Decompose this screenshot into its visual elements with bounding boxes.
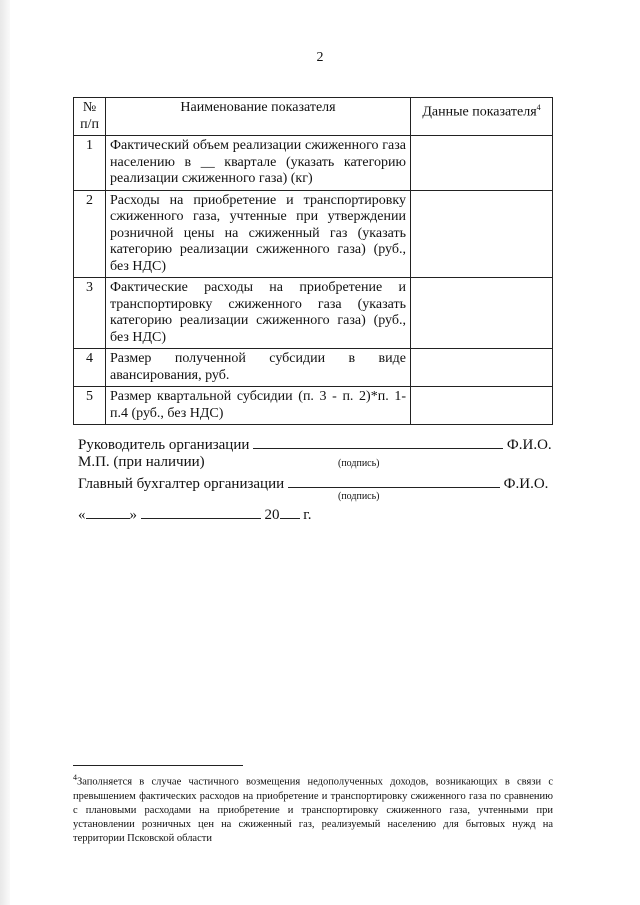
indicators-table — [73, 97, 553, 425]
table-row — [74, 136, 553, 191]
page-number: 2 — [316, 50, 324, 65]
row-name: Расходы на приобретение и транспортировку сжиженного газа, учтенные при утверждении розничной цены на сжиженный газ (указать категорию реализации сжиженного газа) (руб., без НДС) — [106, 190, 411, 278]
footnote — [73, 771, 553, 846]
header-value-label: Данные показателя — [422, 104, 537, 120]
footnote-mark: 4 — [73, 773, 77, 782]
footnote-text: Заполняется в случае частичного возмещения недополученных доходов, возникающих в связи с превышением фактических расходов на приобретение и транспортировку сжиженного газа по сравнению с плановыми расходами на приобретение и транспортировку сжиженного газа, учтенными при установлении розничных цен на сжиженный газ, реализуемый населению для бытовых нужд на территории Псковской области — [73, 776, 553, 844]
date-day-field[interactable] — [86, 505, 130, 519]
row-name: Фактические расходы на приобретение и транспортировку сжиженного газа (указать категорию реализации сжиженного газа) (руб., без НДС) — [106, 278, 411, 349]
header-num: № п/п — [74, 98, 106, 136]
head-signature-caption: (подпись) — [338, 458, 380, 469]
stamp-label: М.П. (при наличии) — [78, 454, 205, 470]
date-month-field[interactable] — [141, 505, 261, 519]
accountant-label: Главный бухгалтер организации — [78, 476, 285, 492]
row-name: Размер полученной субсидии в виде авансирования, руб. — [106, 349, 411, 387]
head-signature-field[interactable] — [253, 435, 503, 449]
row-value[interactable] — [411, 349, 553, 387]
table-row — [74, 278, 553, 349]
row-num: 1 — [74, 136, 106, 191]
stamp-line — [78, 454, 558, 471]
row-name: Размер квартальной субсидии (п. 3 - п. 2)*п. 1- п.4 (руб., без НДС) — [106, 387, 411, 425]
footnote-ref: 4 — [536, 103, 541, 112]
head-label: Руководитель организации — [78, 437, 250, 453]
row-value[interactable] — [411, 190, 553, 278]
date-year-field[interactable] — [280, 505, 300, 519]
footnote-divider — [73, 765, 243, 766]
date-close-quote: » — [129, 507, 137, 523]
row-value[interactable] — [411, 278, 553, 349]
date-line — [78, 505, 558, 524]
head-fio: Ф.И.О. — [506, 437, 552, 453]
accountant-signature-field[interactable] — [288, 474, 500, 488]
row-num: 3 — [74, 278, 106, 349]
row-num: 2 — [74, 190, 106, 278]
head-signature-line — [78, 435, 558, 454]
date-year-prefix: 20 — [264, 507, 280, 523]
row-value[interactable] — [411, 387, 553, 425]
scan-margin-edge — [0, 0, 10, 905]
row-name: Фактический объем реализации сжиженного газа населению в __ квартале (указать категорию реализации сжиженного газа) (кг) — [106, 136, 411, 191]
date-open-quote: « — [78, 507, 86, 523]
row-value[interactable] — [411, 136, 553, 191]
accountant-signature-caption: (подпись) — [338, 491, 380, 502]
header-value — [411, 98, 553, 136]
header-name: Наименование показателя — [106, 98, 411, 136]
row-num: 5 — [74, 387, 106, 425]
accountant-signature-line — [78, 474, 558, 493]
table-row — [74, 190, 553, 278]
date-year-suffix: г. — [303, 507, 312, 523]
table-row — [74, 349, 553, 387]
table-header-row — [74, 98, 553, 136]
row-num: 4 — [74, 349, 106, 387]
table-row — [74, 387, 553, 425]
accountant-fio: Ф.И.О. — [503, 476, 549, 492]
